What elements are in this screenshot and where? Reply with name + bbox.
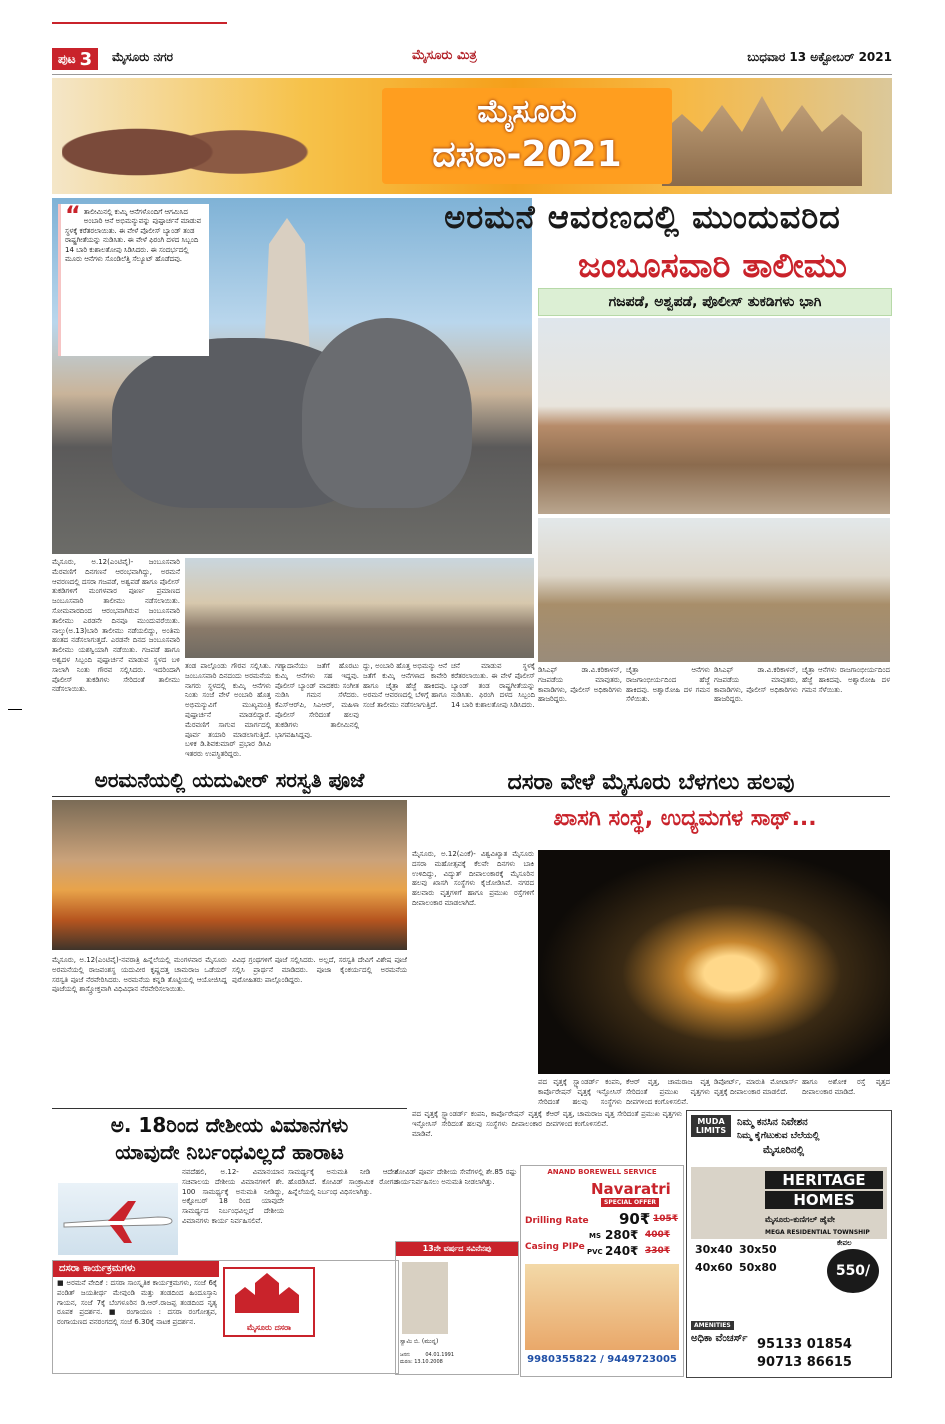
ad-ms-label: MS — [589, 1232, 602, 1240]
palace-dome — [242, 218, 332, 348]
obituary-name: ಸ್ವಾಮಿ ಬಿ. (ಮುನ್ನ) — [400, 1338, 439, 1345]
article-column: ಡಿಸಿಎಫ್ ಡಾ.ವಿ.ಕರಿಕಾಳನ್, ಗಜಪಡೆಯ ಮಾವುತರು, ಕಾವಾಡಿಗಳು, ಪೊಲೀಸ್ ಅಧಿಕಾರಿಗಳು ಹಾಜರಿದ್ದರು. — [538, 666, 622, 704]
article-column: ಸಾಮರ್ಥ್ಯಕ್ಕೆ ಅನುಮತಿ ನೀಡಿ ಆದೇಶ ಹೊರಡಿಸಿದೆ. ಕೋವಿಡ್ ಸಾಂಕ್ರಾಮಿಕ ರೋಗದ ಹಿನ್ನೆಲೆಯಲ್ಲಿ ನಿರ್ಬಂಧ ವಿಧಿಸಲಾಗಿತ್ತು. — [288, 1168, 398, 1196]
ad-amenities: AMENITIES — [691, 1321, 734, 1330]
palace-illustration — [662, 96, 862, 186]
ad-muda: MUDA LIMITS — [691, 1115, 731, 1137]
page-number-badge — [52, 48, 98, 70]
obituary-heading: 13ನೇ ವರ್ಷದ ಸವಿನೆನಪು — [396, 1242, 518, 1256]
section-title: ಮೈಸೂರು ನಗರ — [112, 50, 174, 64]
article-column: ಕೋವಿಡ್ ಪೂರ್ವ ದೇಶೀಯ ಸೇವೆಗಳಲ್ಲಿ ಶೇ.85 ರಷ್ಟು ಕಾರ್ಯನಿರ್ವಹಿಸಲು ಅನುಮತಿ ನೀಡಲಾಗಿತ್ತು. — [395, 1168, 517, 1186]
elephant-shape — [302, 318, 472, 508]
ad-location: ಮೈಸೂರು-ಕುಣಿಗಲ್ ಹೈವೇ — [765, 1215, 835, 1224]
ad-company: ANAND BOREWELL SERVICE — [547, 1168, 657, 1176]
ad-price-label: ಕೇವಲ — [837, 1239, 852, 1247]
horse-squad-photo — [538, 318, 890, 514]
ad-price: 550/ — [827, 1249, 879, 1293]
ad-pvc-label: PVC — [587, 1248, 603, 1256]
ad-drilling-label: Drilling Rate — [525, 1216, 589, 1226]
events-text: ■ ಅರಮನೆ ವೇದಿಕೆ : ದಸರಾ ಸಾಂಸ್ಕೃತಿಕ ಕಾರ್ಯಕ್ರಮಗಳು, ಸಂಜೆ 6ಕ್ಕೆ ಪಂಡಿತ್ ಜಯತೀರ್ಥ ಮೇವುಂಡಿ ಮತ್ತು ತಂಡದಿಂದ ಹಿಂದೂಸ್ತಾನಿ ಗಾಯನ, ಸಂಜೆ 7ಕ್ಕೆ ಬೆಂಗಳೂರಿನ ಡಿ.ಆರ್.ರಾಜಪ್ಪ ತಂಡದಿಂದ ನೃತ್ಯ ರೂಪಕ ಪ್ರದರ್ಶನ. ■ ರಂಗಾಯಣ : ದಸರಾ ರಂಗೋತ್ಸವ, ರಂಗಾಯಣದ ವನರಂಗದಲ್ಲಿ ಸಂಜೆ 6.30ಕ್ಕೆ ನಾಟಕ ಪ್ರದರ್ಶನ. — [57, 1279, 217, 1327]
article-column: ಡಿಸಿಎಫ್ ಡಾ.ವಿ.ಕರಿಕಾಳನ್, ಗಜಪಡೆಯ ಮಾವುತರು, ಕಾವಾಡಿಗಳು, ಪೊಲೀಸ್ ಅಧಿಕಾರಿಗಳು ಹಾಜರಿದ್ದರು. — [714, 666, 798, 704]
portrait-photo — [402, 1262, 448, 1334]
heritage-homes-ad — [686, 1110, 892, 1378]
article-column: ಚೈತ್ರಾ ಆನೆಗಳು ರಾಜಗಾಂಭೀರ್ಯದಿಂದ ಹೆಜ್ಜೆ ಹಾಕಿದವು. ಅಶ್ವಾರೋಹಿ ದಳ ಗಮನ ಸೆಳೆಯಿತು. — [626, 666, 710, 704]
masthead: ಮೈಸೂರು ಮಿತ್ರ — [412, 48, 477, 63]
divider — [52, 74, 892, 75]
page-label: ಪುಟ — [58, 51, 76, 66]
dasara-banner — [52, 78, 892, 194]
article-column: ದ್ದು, ಅಂಬಾರಿ ಹೊತ್ತ ಅಭಿಮನ್ಯು ಆನೆ ಜತೆಗೆ ಕುಮ್ಕಿ ಆನೆಗಳಾದ ಕಾವೇರಿ ಹಾಗೂ ಚೈತ್ರಾ ಹೆಜ್ಜೆ ಹಾಕಿದವು. ಅರಮನೆ ಆವರಣದಲ್ಲಿ ಬೆಳಿಗ್ಗೆ ಹಾಗೂ ಸಂಜೆ ತಾಲೀಮು ನಡೆಸಲಾಗುತ್ತಿದೆ. — [363, 662, 447, 710]
ad-phone: 95133 01854 — [757, 1337, 852, 1352]
article-column: ನವದೆಹಲಿ, ಅ.12- ವಿಮಾನಯಾನ ಸಚಿವಾಲಯ ದೇಶೀಯ ವಿಮಾನಗಳಿಗೆ ಶೇ. 100 ಸಾಮರ್ಥ್ಯಕ್ಕೆ ಅನುಮತಿ ನೀಡಿದ್ದು, ಅಕ್ಟೋಬರ್ 18 ರಿಂದ ಯಾವುದೇ ಸಾಮರ್ಥ್ಯದ ನಿರ್ಬಂಧವಿಲ್ಲದೆ ದೇಶೀಯ ವಿಮಾನಗಳು ಕಾರ್ಯ ನಿರ್ವಹಿಸಲಿವೆ. — [182, 1168, 284, 1225]
article-column: ಮೈಸೂರು, ಅ.12(ಎಂಟಿವೈ)-ನವರಾತ್ರಿ ಹಿನ್ನೆಲೆಯಲ್ಲಿ ಮಂಗಳವಾರ ಮೈಸೂರು ಅರಮನೆಯಲ್ಲಿ ರಾಜವಂಶಸ್ಥ ಯದುವೀರ ಕೃಷ್ಣದತ್ತ ಚಾಮರಾಜ ಒಡೆಯರ್ ಸರಸ್ವತಿ ಪೂಜೆ ನೆರವೇರಿಸಿದರು. ಅರಮನೆಯ ಕನ್ನಡಿ ತೊಟ್ಟಿಯಲ್ಲಿ ಆಯೋಜಿಸಿದ್ದ ಪೂಜೆಯಲ್ಲಿ ಶಾಸ್ತ್ರೋಕ್ತವಾಗಿ ವಿಧಿವಿಧಾನ ನೆರವೇರಿಸಲಾಯಿತು. — [52, 956, 227, 994]
logo-text: ಮೈಸೂರು ದಸರಾ — [246, 1323, 292, 1332]
section-underline — [52, 22, 227, 24]
article-column: ಗಣ್ಯಾದಾನೆಯು ಜತೆಗೆ ಹೊರಟು ಕುಮ್ಕಿ ಆನೆಗಳು ಸಹ ಇದ್ದವು. ಪೊಲೀಸ್ ಬ್ಯಾಂಡ್ ವಾದಕರು ಸಂಗೀತ ನುಡಿಸಿ ಗಮನ ಸೆಳೆದರು. ಕೆಎಸ್‌ಆರ್‌ಪಿ, ಸಿಎಆರ್, ಮಹಿಳಾ ಪೊಲೀಸ್ ಸೇರಿದಂತೆ ಹಲವು ತುಕಡಿಗಳು ತಾಲೀಮಿನಲ್ಲಿ ಭಾಗವಹಿಸಿದ್ದವು. — [275, 662, 359, 739]
dasara-logo — [223, 1267, 315, 1337]
airplane-photo — [58, 1183, 178, 1255]
ad-brand-line2: HOMES — [765, 1191, 883, 1209]
article-column: ವಿವಿಧ ಗ್ರಂಥಗಳಿಗೆ ಪೂಜೆ ಸಲ್ಲಿಸಿದರು. ಅಲ್ಲದೆ, ಸರಸ್ವತಿ ದೇವಿಗೆ ವಿಶೇಷ ಪೂಜೆ ಸಲ್ಲಿಸಿ ಪ್ರಾರ್ಥನೆ ಮಾಡಿದರು. ಪೂಜಾ ಕೈಂಕರ್ಯದಲ್ಲಿ ಅರಮನೆಯ ಪುರೋಹಿತರು ಪಾಲ್ಗೊಂಡಿದ್ದರು. — [232, 956, 407, 984]
ad-pvc-rate: 240₹ — [605, 1244, 639, 1258]
ad-size: 50x80 — [739, 1261, 777, 1274]
article-column: ಕೆಆರ್ ವೃತ್ತ, ಚಾಮರಾಜ ವೃತ್ತ ಸೇರಿದಂತೆ ಪ್ರಮುಖ ವೃತ್ತಗಳು ದೀಪಗಳಿಂದ ಕಂಗೊಳಿಸಲಿವೆ. — [626, 1078, 710, 1106]
article-column: ಚನೆ ಮಾಡುವ ಸ್ಥಳಕ್ಕೆ ಕರೆತರಲಾಯಿತು. ಈ ವೇಳೆ ಪೊಲೀಸ್ ಬ್ಯಾಂಡ್ ತಂಡ ರಾಷ್ಟ್ರಗೀತೆಯನ್ನು ನುಡಿಸಿತು. ಫಿರಂಗಿ ದಳದ ಸಿಬ್ಬಂದಿ 14 ಬಾರಿ ಕುಶಾಲತೋಪು ಸಿಡಿಸಿದರು. — [451, 662, 535, 710]
ad-township: MEGA RESIDENTIAL TOWNSHIP — [765, 1229, 870, 1236]
pull-quote — [58, 201, 209, 356]
obituary-dates: ಜನನ: 04.01.1991 ಮರಣ: 13.10.2008 — [400, 1352, 454, 1365]
saraswati-puja-photo — [52, 800, 407, 950]
airplane-icon — [58, 1183, 178, 1255]
ad-phone: 90713 86615 — [757, 1355, 852, 1370]
ad-special: SPECIAL OFFER — [601, 1198, 659, 1207]
banner-title-line1: ಮೈಸೂರು — [477, 92, 577, 130]
article-column: ಚೈತ್ರಾ ಆನೆಗಳು ರಾಜಗಾಂಭೀರ್ಯದಿಂದ ಹೆಜ್ಜೆ ಹಾಕಿದವು. ಅಶ್ವಾರೋಹಿ ದಳ ಗಮನ ಸೆಳೆಯಿತು. — [802, 666, 890, 694]
ad-pvc-old: 330₹ — [645, 1246, 671, 1256]
issue-date: ಬುಧವಾರ 13 ಅಕ್ಟೋಬರ್ 2021 — [747, 50, 892, 64]
elephant-illustration — [62, 98, 312, 188]
article-column: ಪದ ವೃತ್ತಕ್ಕೆ ಸ್ಟ್ಯಾಂಡರ್ಡ್ ಕಂಪನಿ, ಕಾರ್ಪೊರೇಷನ್ ವೃತ್ತಕ್ಕೆ ಇನ್ಫೋಸಿಸ್ ಸೇರಿದಂತೆ ಹಲವು ಸಂಸ್ಥೆಗಳು — [538, 1078, 622, 1106]
headline: ಯಾವುದೇ ನಿರ್ಬಂಧವಿಲ್ಲದೆ ಹಾರಾಟ — [115, 1140, 344, 1164]
obituary-box — [395, 1241, 519, 1375]
ad-illustration — [525, 1264, 679, 1350]
headline: ಅ. 18ರಿಂದ ದೇಶೀಯ ವಿಮಾನಗಳು — [110, 1113, 349, 1137]
events-heading: ದಸರಾ ಕಾರ್ಯಕ್ರಮಗಳು — [53, 1261, 219, 1277]
banner-title-box — [382, 88, 672, 184]
pull-quote-text: ತಾಲೀಮಿನಲ್ಲಿ ಕುಮ್ಕಿ ಆನೆಗಳೊಂದಿಗೆ ಆಗಮಿಸಿದ ಅಂಬಾರಿ ಆನೆ ಅಭಿಮನ್ಯುವನ್ನು ಪುಷ್ಪಾರ್ಚನೆ ಮಾಡುವ ಸ್ಥಳಕ್ಕೆ ಕರೆತರಲಾಯಿತು. ಈ ವೇಳೆ ಪೊಲೀಸ್ ಬ್ಯಾಂಡ್ ತಂಡ ರಾಷ್ಟ್ರಗೀತೆಯನ್ನು ನುಡಿಸಿತು. ಈ ವೇಳೆ ಫಿರಂಗಿ ದಳದ ಸಿಬ್ಬಂದಿ 14 ಬಾರಿ ಕುಶಾಲತೋಪು ಸಿಡಿಸಿದರು. ಈ ಸಂದರ್ಭದಲ್ಲಿ ಮೂರು ಆನೆಗಳು ಸೊಂಡಿಲೆತ್ತಿ ಸೆಲ್ಯೂಟ್ ಹೊಡೆದವು. — [65, 208, 202, 264]
article-column: ಮೈಸೂರು, ಅ.12(ಎಂಕೆ)- ವಿಶ್ವವಿಖ್ಯಾತ ಮೈಸೂರು ದಸರಾ ಮಹೋತ್ಸವಕ್ಕೆ ಕೆಲವೇ ದಿನಗಳು ಬಾಕಿ ಉಳಿದಿದ್ದು, ವಿದ್ಯುತ್ ದೀಪಾಲಂಕಾರಕ್ಕೆ ಮೈಸೂರಿನ ಹಲವು ಖಾಸಗಿ ಸಂಸ್ಥೆಗಳು ಕೈಜೋಡಿಸಿವೆ. ನಗರದ ಹಲವಾರು ವೃತ್ತಗಳಿಗೆ ಹಾಗೂ ಪ್ರಮುಖ ರಸ್ತೆಗಳಿಗೆ ದೀಪಾಲಂಕಾರ ಮಾಡಲಾಗಿದೆ. — [412, 850, 534, 907]
ad-drilling-rate: 90₹ — [619, 1210, 651, 1228]
ad-ms-rate: 280₹ — [605, 1228, 639, 1242]
divider — [52, 1108, 407, 1109]
ad-ms-old: 400₹ — [645, 1230, 671, 1240]
ad-size: 30x40 — [695, 1243, 733, 1256]
subheadline: ಗಜಪಡೆ, ಅಶ್ವಪಡೆ, ಪೊಲೀಸ್ ತುಕಡಿಗಳು ಭಾಗಿ — [538, 288, 892, 316]
article-column: ಡಿಪೋರ್ಟ್, ಮಾರುತಿ ಮೋಟಾರ್ಸ್ ವೃತ್ತಕ್ಕೆ ದೀಪಾಲಂಕಾರ ಮಾಡಲಿದೆ. — [714, 1078, 798, 1096]
ad-size: 30x50 — [739, 1243, 777, 1256]
ad-brand-line1: HERITAGE — [765, 1171, 883, 1189]
banner-title-line2: ದಸರಾ-2021 — [432, 134, 622, 175]
ad-drilling-old: 105₹ — [653, 1214, 679, 1224]
illumination-photo — [538, 850, 890, 1074]
ad-phones: 9980355822 / 9449723005 — [527, 1354, 677, 1365]
ad-company: ಅಧಿಕಾ ವೆಂಚರ್ಸ್ — [691, 1333, 748, 1344]
ad-tagline: ಮೈಸೂರಿನಲ್ಲಿ — [763, 1145, 805, 1156]
ad-offer: Navaratri — [591, 1180, 671, 1198]
article-column: ತಂಡ ಪಾಲ್ಗೊಂಡು ಗೌರವ ಸಲ್ಲಿಸಿತು. ಜಂಬೂಸವಾರಿ ದಿನದಂದು ಅರಮನೆಯ ನಾಗರು ಸ್ಥಳದಲ್ಲಿ ಕುಮ್ಕಿ ಆನೆಗಳು ನಿಂತು ಸಂಜೆ ವೇಳೆ ಅಂಬಾರಿ ಹೊತ್ತ ಅಭಿಮನ್ಯುವಿಗೆ ಮುಖ್ಯಮಂತ್ರಿ ಪುಷ್ಪಾರ್ಚನೆ ಮಾಡಲಿದ್ದಾರೆ. ಮೆರವಣಿಗೆ ಸಾಗುವ ಮಾರ್ಗದಲ್ಲಿ ಪೂರ್ವ ತಯಾರಿ ಮಾಡಲಾಗುತ್ತಿದೆ. ಬಳಿಕ ಡಿ.ಶಿವಕುಮಾರ್ ಪ್ರಭಾರ ಡಿಸಿಪಿ ಇತರರು ಉಪಸ್ಥಿತರಿದ್ದರು. — [185, 662, 271, 759]
borewell-ad — [520, 1165, 684, 1377]
police-band-photo — [538, 518, 890, 662]
article-column: ಪದ ವೃತ್ತಕ್ಕೆ ಸ್ಟ್ಯಾಂಡರ್ಡ್ ಕಂಪನಿ, ಕಾರ್ಪೊರೇಷನ್ ವೃತ್ತಕ್ಕೆ ಇನ್ಫೋಸಿಸ್ ಸೇರಿದಂತೆ ಹಲವು ಸಂಸ್ಥೆಗಳು ದೀಪಾಲಂಕಾರ ಮಾಡಿವೆ. — [412, 1110, 542, 1138]
divider — [52, 796, 890, 797]
page-header — [52, 48, 892, 72]
events-box — [52, 1260, 399, 1374]
palace-logo-icon — [225, 1269, 309, 1317]
page-number: 3 — [79, 48, 93, 70]
headline-highlight: ಜಂಬೂಸವಾರಿ ತಾಲೀಮು — [578, 246, 847, 286]
ad-tagline: ನಿಮ್ಮ ಕೈಗೆಟುಕುವ ಬೆಲೆಯಲ್ಲಿ — [737, 1131, 820, 1141]
ad-size: 40x60 — [695, 1261, 733, 1274]
article-column: ಹಾಗೂ ಅಶೋಕ ರಸ್ತೆ ವೃತ್ತದ ದೀಪಾಲಂಕಾರ ಮಾಡಿದೆ. — [802, 1078, 890, 1096]
ad-tagline: ನಿಮ್ಮ ಕನಸಿನ ನಿವೇಶನ — [737, 1117, 808, 1128]
headline: ಅರಮನೆ ಆವರಣದಲ್ಲಿ ಮುಂದುವರಿದ — [444, 198, 841, 236]
margin-mark — [8, 709, 22, 710]
headline: ದಸರಾ ವೇಳೆ ಮೈಸೂರು ಬೆಳಗಲು ಹಲವು — [507, 770, 795, 795]
headline-highlight: ಖಾಸಗಿ ಸಂಸ್ಥೆ, ಉದ್ಯಮಗಳ ಸಾಥ್... — [553, 806, 817, 831]
article-column: ಕೆಆರ್ ವೃತ್ತ, ಚಾಮರಾಜ ವೃತ್ತ ಸೇರಿದಂತೆ ಪ್ರಮುಖ ವೃತ್ತಗಳು ದೀಪಗಳಿಂದ ಕಂಗೊಳಿಸಲಿವೆ. — [546, 1110, 682, 1128]
article-column: ಮೈಸೂರು, ಅ.12(ಎಂಟಿವೈ)- ಜಂಬೂಸವಾರಿ ಮೆರವಣಿಗೆ ದಿನಗಣನೆ ಆರಂಭವಾಗಿದ್ದು, ಅರಮನೆ ಆವರಣದಲ್ಲಿ ದಸರಾ ಗಜಪಡೆ, ಅಶ್ವಪಡೆ ಹಾಗೂ ಪೊಲೀಸ್ ತುಕಡಿಗಳಿಗೆ ಮಂಗಳವಾರ ಪೂರ್ಣ ಪ್ರಮಾಣದ ಜಂಬೂಸವಾರಿ ತಾಲೀಮು ನಡೆಸಲಾಯಿತು. ಸೋಮವಾರದಿಂದ ಆರಂಭವಾಗಿರುವ ಜಂಬೂಸವಾರಿ ತಾಲೀಮು ಎರಡನೇ ದಿನವೂ ಮುಂದುವರೆಯಿತು. ನಾಲ್ಕು(ಅ.13)ಬಾರಿ ತಾಲೀಮು ನಡೆಯಲಿದ್ದು, ಅಂತಿಮ ಹಂತದ ನಡೆಸಲಾಗುತ್ತದೆ. ಎರಡನೇ ದಿನದ ಜಂಬೂಸವಾರಿ ತಾಲೀಮು ಯಶಸ್ವಿಯಾಗಿ ನಡೆಯಿತು. ಗಜಪಡೆ ಹಾಗೂ ಅಶ್ವದಳ ಸಿಬ್ಬಂದಿ ಪುಷ್ಪಾರ್ಚನೆ ಮಾಡುವ ಸ್ಥಳದ ಬಳಿ ಸಾಲಾಗಿ ನಿಂತು ಗೌರವ ಸಲ್ಲಿಸಿದರು. ಇದರಿಂದಾಗಿ ಪೊಲೀಸ್ ತುಕಡಿಗಳು ಸೇರಿದಂತೆ ತಾಲೀಮು ನಡೆಸಲಾಯಿತು. — [52, 558, 180, 694]
police-parade-photo — [185, 558, 534, 658]
ad-casing-label: Casing PIPe — [525, 1242, 585, 1252]
headline: ಅರಮನೆಯಲ್ಲಿ ಯದುವೀರ್ ಸರಸ್ವತಿ ಪೂಜೆ — [94, 768, 365, 792]
quote-mark-icon: “ — [65, 201, 81, 229]
